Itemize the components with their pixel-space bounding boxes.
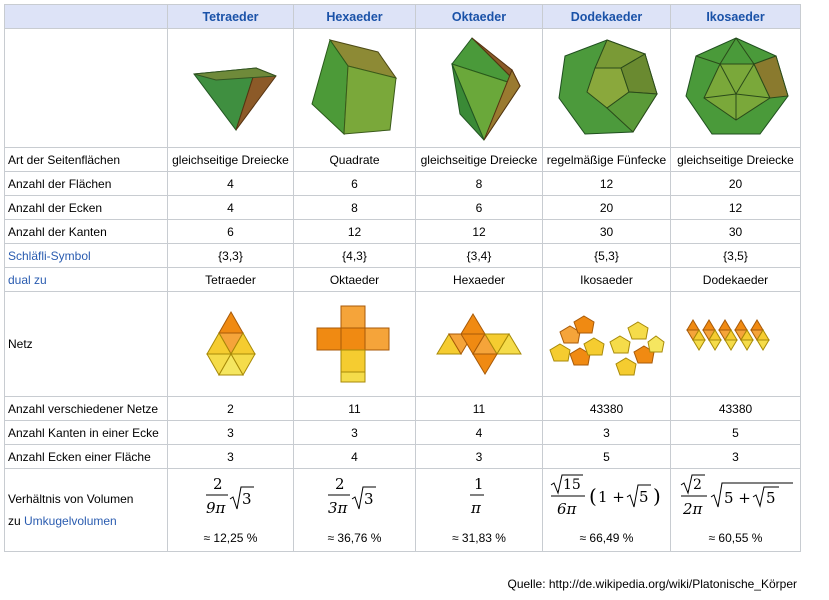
percentage: ≈ 60,55 % (708, 531, 763, 545)
svg-text:2π: 2π (683, 500, 703, 518)
table-cell: 4 (168, 196, 294, 220)
table-cell: gleichseitige Dreiecke (168, 148, 294, 172)
table-cell: 5 (671, 421, 801, 445)
table-cell: 12 (543, 172, 671, 196)
table-cell: regelmäßige Fünfecke (543, 148, 671, 172)
table-cell: Ikosaeder (543, 268, 671, 292)
formula-ikosaeder (671, 473, 801, 521)
table-cell: 6 (416, 196, 543, 220)
table-cell: {4,3} (294, 244, 416, 268)
table-row (5, 196, 801, 220)
svg-text:1 +: 1 + (598, 488, 625, 506)
volume-row (5, 469, 801, 552)
table-cell: Tetraeder (168, 268, 294, 292)
row-label: Netz (5, 292, 168, 397)
table-cell: 4 (168, 172, 294, 196)
table-cell: 20 (671, 172, 801, 196)
platonic-solids-table (4, 4, 801, 552)
net-row (5, 292, 801, 397)
svg-text:1: 1 (474, 475, 484, 493)
svg-text:2: 2 (213, 475, 223, 493)
schlaefli-link[interactable]: Schläfli-Symbol (8, 248, 91, 263)
row-label: Anzahl verschiedener Netze (5, 397, 168, 421)
header-oktaeder[interactable]: Oktaeder (416, 5, 543, 29)
header-hexaeder[interactable]: Hexaeder (294, 5, 416, 29)
ikosaeder-net[interactable] (671, 292, 801, 397)
svg-text:(: ( (589, 484, 597, 508)
empty-label-cell (5, 29, 168, 148)
table-cell: 8 (294, 196, 416, 220)
svg-text:6π: 6π (557, 500, 577, 518)
table-cell: 12 (416, 220, 543, 244)
volume-label-line2 (8, 510, 164, 532)
table-cell: Hexaeder (416, 268, 543, 292)
volume-cell-oktaeder (416, 469, 543, 552)
table-cell: {5,3} (543, 244, 671, 268)
svg-text:π: π (471, 499, 481, 517)
table-cell: {3,5} (671, 244, 801, 268)
tetraeder-image[interactable] (168, 29, 294, 148)
table-cell: Oktaeder (294, 268, 416, 292)
table-cell: 4 (294, 445, 416, 469)
table-cell: 2 (168, 397, 294, 421)
svg-text:): ) (653, 484, 661, 508)
table-cell: 8 (416, 172, 543, 196)
table-cell: Dodekaeder (671, 268, 801, 292)
volume-label-line1: Verhältnis von Volumen (8, 492, 134, 506)
formula-hexaeder (294, 475, 416, 519)
header-tetraeder[interactable]: Tetraeder (168, 5, 294, 29)
volume-label-prefix: zu (8, 514, 25, 528)
table-cell: 3 (416, 445, 543, 469)
row-label: Anzahl Ecken einer Fläche (5, 445, 168, 469)
percentage: ≈ 31,83 % (452, 531, 506, 545)
table-cell: 43380 (543, 397, 671, 421)
dodekaeder-image[interactable] (543, 29, 671, 148)
table-cell: 30 (671, 220, 801, 244)
formula-dodekaeder (543, 473, 671, 521)
table-row (5, 397, 801, 421)
solid-images-row (5, 29, 801, 148)
row-label: Anzahl der Kanten (5, 220, 168, 244)
table-row (5, 220, 801, 244)
svg-text:5: 5 (639, 488, 649, 506)
svg-text:9π: 9π (206, 499, 226, 517)
table-cell: 20 (543, 196, 671, 220)
table-cell: 3 (671, 445, 801, 469)
table-cell: 11 (294, 397, 416, 421)
volume-cell-tetraeder (168, 469, 294, 552)
row-label: Anzahl der Ecken (5, 196, 168, 220)
table-cell: Quadrate (294, 148, 416, 172)
svg-text:5: 5 (766, 489, 776, 507)
hexaeder-net[interactable] (294, 292, 416, 397)
header-ikosaeder[interactable]: Ikosaeder (671, 5, 801, 29)
volume-cell-dodekaeder (543, 469, 671, 552)
svg-text:3π: 3π (328, 499, 348, 517)
percentage: ≈ 36,76 % (327, 531, 382, 545)
table-cell: 6 (168, 220, 294, 244)
table-cell: 4 (416, 421, 543, 445)
row-label: Anzahl Kanten in einer Ecke (5, 421, 168, 445)
table-row (5, 148, 801, 172)
table-cell: 3 (168, 421, 294, 445)
row-label: Anzahl der Flächen (5, 172, 168, 196)
volume-cell-hexaeder (294, 469, 416, 552)
table-cell: 3 (294, 421, 416, 445)
umkugelvolumen-link[interactable]: Umkugelvolumen (24, 514, 117, 528)
table-cell: gleichseitige Dreiecke (671, 148, 801, 172)
table-cell: {3,3} (168, 244, 294, 268)
table-row (5, 172, 801, 196)
hexaeder-image[interactable] (294, 29, 416, 148)
table-cell: 43380 (671, 397, 801, 421)
dual-link-cell (5, 268, 168, 292)
row-label: Art der Seitenflächen (5, 148, 168, 172)
schlaefli-link-cell (5, 244, 168, 268)
svg-text:5 +: 5 + (724, 489, 751, 507)
svg-text:3: 3 (364, 490, 374, 508)
volume-cell-ikosaeder (671, 469, 801, 552)
oktaeder-image[interactable] (416, 29, 543, 148)
table-cell: 12 (671, 196, 801, 220)
table-cell: 11 (416, 397, 543, 421)
table-cell: 6 (294, 172, 416, 196)
source-caption: Quelle: http://de.wikipedia.org/wiki/Platonische_Körper (507, 577, 797, 591)
svg-text:3: 3 (242, 490, 252, 508)
table-cell: {3,4} (416, 244, 543, 268)
table-row (5, 445, 801, 469)
tetraeder-net[interactable] (168, 292, 294, 397)
percentage: ≈ 66,49 % (579, 531, 634, 545)
table-row (5, 421, 801, 445)
table-cell: 3 (543, 421, 671, 445)
dodekaeder-net[interactable] (543, 292, 671, 397)
header-corner (5, 5, 168, 29)
table-cell: 12 (294, 220, 416, 244)
formula-tetraeder (168, 475, 294, 519)
percentage: ≈ 12,25 % (203, 531, 258, 545)
header-dodekaeder[interactable]: Dodekaeder (543, 5, 671, 29)
oktaeder-net[interactable] (416, 292, 543, 397)
table-cell: 5 (543, 445, 671, 469)
table-cell: 3 (168, 445, 294, 469)
svg-text:15: 15 (563, 477, 581, 493)
dual-link[interactable]: dual zu (8, 272, 47, 287)
table-row (5, 244, 801, 268)
table-cell: 30 (543, 220, 671, 244)
ikosaeder-image[interactable] (671, 29, 801, 148)
volume-label-cell (5, 469, 168, 552)
svg-text:2: 2 (693, 477, 702, 493)
svg-text:2: 2 (335, 475, 345, 493)
table-row (5, 268, 801, 292)
table-cell: gleichseitige Dreiecke (416, 148, 543, 172)
formula-oktaeder (416, 475, 542, 519)
